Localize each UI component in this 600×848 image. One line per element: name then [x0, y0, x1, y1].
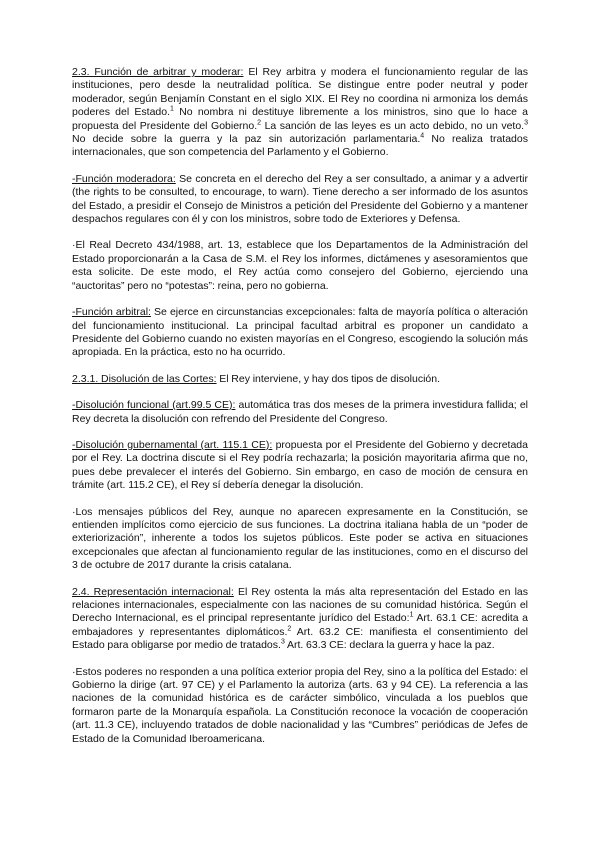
- para-politica-exterior: [72, 666, 528, 746]
- text-run: Art. 63.3 CE: declara la guerra y hace la paz.: [284, 639, 495, 652]
- text-run: automática tras dos meses de la primera investidura fallida; el Rey decreta la disolución con refrendo del Presidente del Congreso.: [72, 399, 528, 425]
- text-run: Se concreta en el derecho del Rey a ser consultado, a animar y a advertir (the rights to be consulted, to encourage, to warn). Tiene derecho a ser informado de los asuntos del Estado, a presidir el Consejo de Ministros a petición del Presidente del Gobierno y a mantener despachos regulares con él y con los ministros, sobre todo de Exteriores y Defensa.: [72, 172, 528, 226]
- text-run: ·Estos poderes no responden a una política exterior propia del Rey, sino a la política del Estado: el Gobierno la dirige (art. 97 CE) y el Parlamento la autoriza (arts. 63 y 94 CE). La referencia a las naciones de la comunidad histórica es de carácter simbólico, vinculada a los pueblos que formaron parte de la Monarquía española. La Constitución reconoce la vocación de cooperación (art. 11.3 CE), incluyendo tratados de doble nacionalidad y las “Cumbres” periódicas de Jefes de Estado de la Comunidad Iberoamericana.: [72, 665, 528, 745]
- heading-run: 2.4. Representación internacional:: [72, 585, 234, 598]
- text-run: La sanción de las leyes es un acto debido, no un veto.: [261, 119, 525, 132]
- para-mensajes-publicos: [72, 506, 528, 573]
- footnote-marker: 2: [257, 119, 262, 127]
- text-run: ·Los mensajes públicos del Rey, aunque no aparecen expresamente en la Constitución, se entienden implícitos como ejercicio de sus funciones. La doctrina italiana habla de un “poder de exteriorización”, inherente a todos los sujetos públicos. Este poder se activa en situaciones excepcionales que afectan al funcionamiento regular de las instituciones, como en el discurso del 3 de octubre de 2017 durante la crisis catalana.: [72, 505, 528, 572]
- text-run: No decide sobre la guerra y la paz sin autorización parlamentaria.: [72, 133, 421, 146]
- footnote-marker: 2: [287, 625, 292, 633]
- text-run: ·El Real Decreto 434/1988, art. 13, establece que los Departamentos de la Administración del Estado proporcionarán a la Casa de S.M. el Rey los informes, dictámenes y asesoramientos que esta solicite. De este modo, el Rey actúa como consejero del Gobierno, ejerciendo una “auctoritas” pero no “potestas”: reina, pero no gobierna.: [72, 239, 528, 292]
- text-run: Art. 63.1 CE: acredita a embajadores y representantes diplomáticos.: [72, 612, 529, 638]
- text-run: El Rey interviene, y hay dos tipos de disolución.: [216, 372, 441, 385]
- text-run: propuesta por el Presidente del Gobierno y decretada por el Rey. La doctrina discute si el Rey podría rechazarla; la posición mayoritaria afirma que no, pues debe prevalecer el interés del Gobierno. Sin embargo, en caso de moción de censura en trámite (art. 115.2 CE), el Rey sí debería denegar la disolución.: [72, 438, 528, 492]
- heading-run: -Función arbitral:: [72, 306, 151, 319]
- para-funcion-moderadora: [72, 173, 528, 227]
- text-run: No nombra ni destituye libremente a los ministros, sino que lo hace a propuesta del Presidente del Gobierno.: [72, 106, 528, 132]
- text-run: Se ejerce en circunstancias excepcionales: falta de mayoría política o alteración del funcionamiento institucional. La principal facultad arbitral es proponer un candidato a Presidente del Gobierno cuando no existen mayorías en el Congreso, escogiendo la solución más apropiada. En la práctica, esto no ha ocurrido.: [72, 306, 528, 359]
- footnote-marker: 1: [170, 105, 174, 113]
- heading-run: 2.3. Función de arbitrar y moderar:: [72, 66, 244, 78]
- heading-run: -Función moderadora:: [72, 172, 176, 185]
- text-run: El Rey ostenta la más alta representación del Estado en las relaciones internacionales, especialmente con las naciones de su comunidad histórica. Según el Derecho Internacional, es el principal representante jurídico del Estado:: [72, 585, 529, 625]
- heading-run: -Disolución funcional (art.99.5 CE):: [72, 399, 236, 412]
- section-2-3-funcion-arbitrar-moderar: [72, 66, 528, 160]
- footnote-marker: 1: [409, 611, 414, 619]
- section-2-3-1-disolucion-cortes: [72, 373, 528, 386]
- footnote-marker: 4: [420, 132, 425, 140]
- section-2-4-representacion-internacional: [72, 586, 528, 653]
- para-disolucion-gubernamental: [72, 439, 528, 493]
- text-run: El Rey arbitra y modera el funcionamiento regular de las instituciones, pero desde la neutralidad política. Se distingue entre poder neutral y poder moderador, según Benjamín Constant en el siglo XIX. El Rey no coordina ni armoniza los demás poderes del Estado.: [72, 66, 528, 119]
- para-funcion-arbitral: [72, 306, 528, 360]
- heading-run: 2.3.1. Disolución de las Cortes:: [72, 372, 217, 385]
- text-run: No realiza tratados internacionales, que son competencia del Parlamento y el Gobierno.: [72, 133, 528, 159]
- footnote-marker: 3: [280, 638, 285, 646]
- footnote-marker: 3: [524, 119, 528, 127]
- text-run: Art. 63.2 CE: manifiesta el consentimiento del Estado para obligarse por medio de tratados.: [72, 625, 528, 652]
- heading-run: -Disolución gubernamental (art. 115.1 CE):: [72, 438, 273, 451]
- para-disolucion-funcional: [72, 399, 528, 426]
- para-real-decreto-434-1988: [72, 239, 528, 293]
